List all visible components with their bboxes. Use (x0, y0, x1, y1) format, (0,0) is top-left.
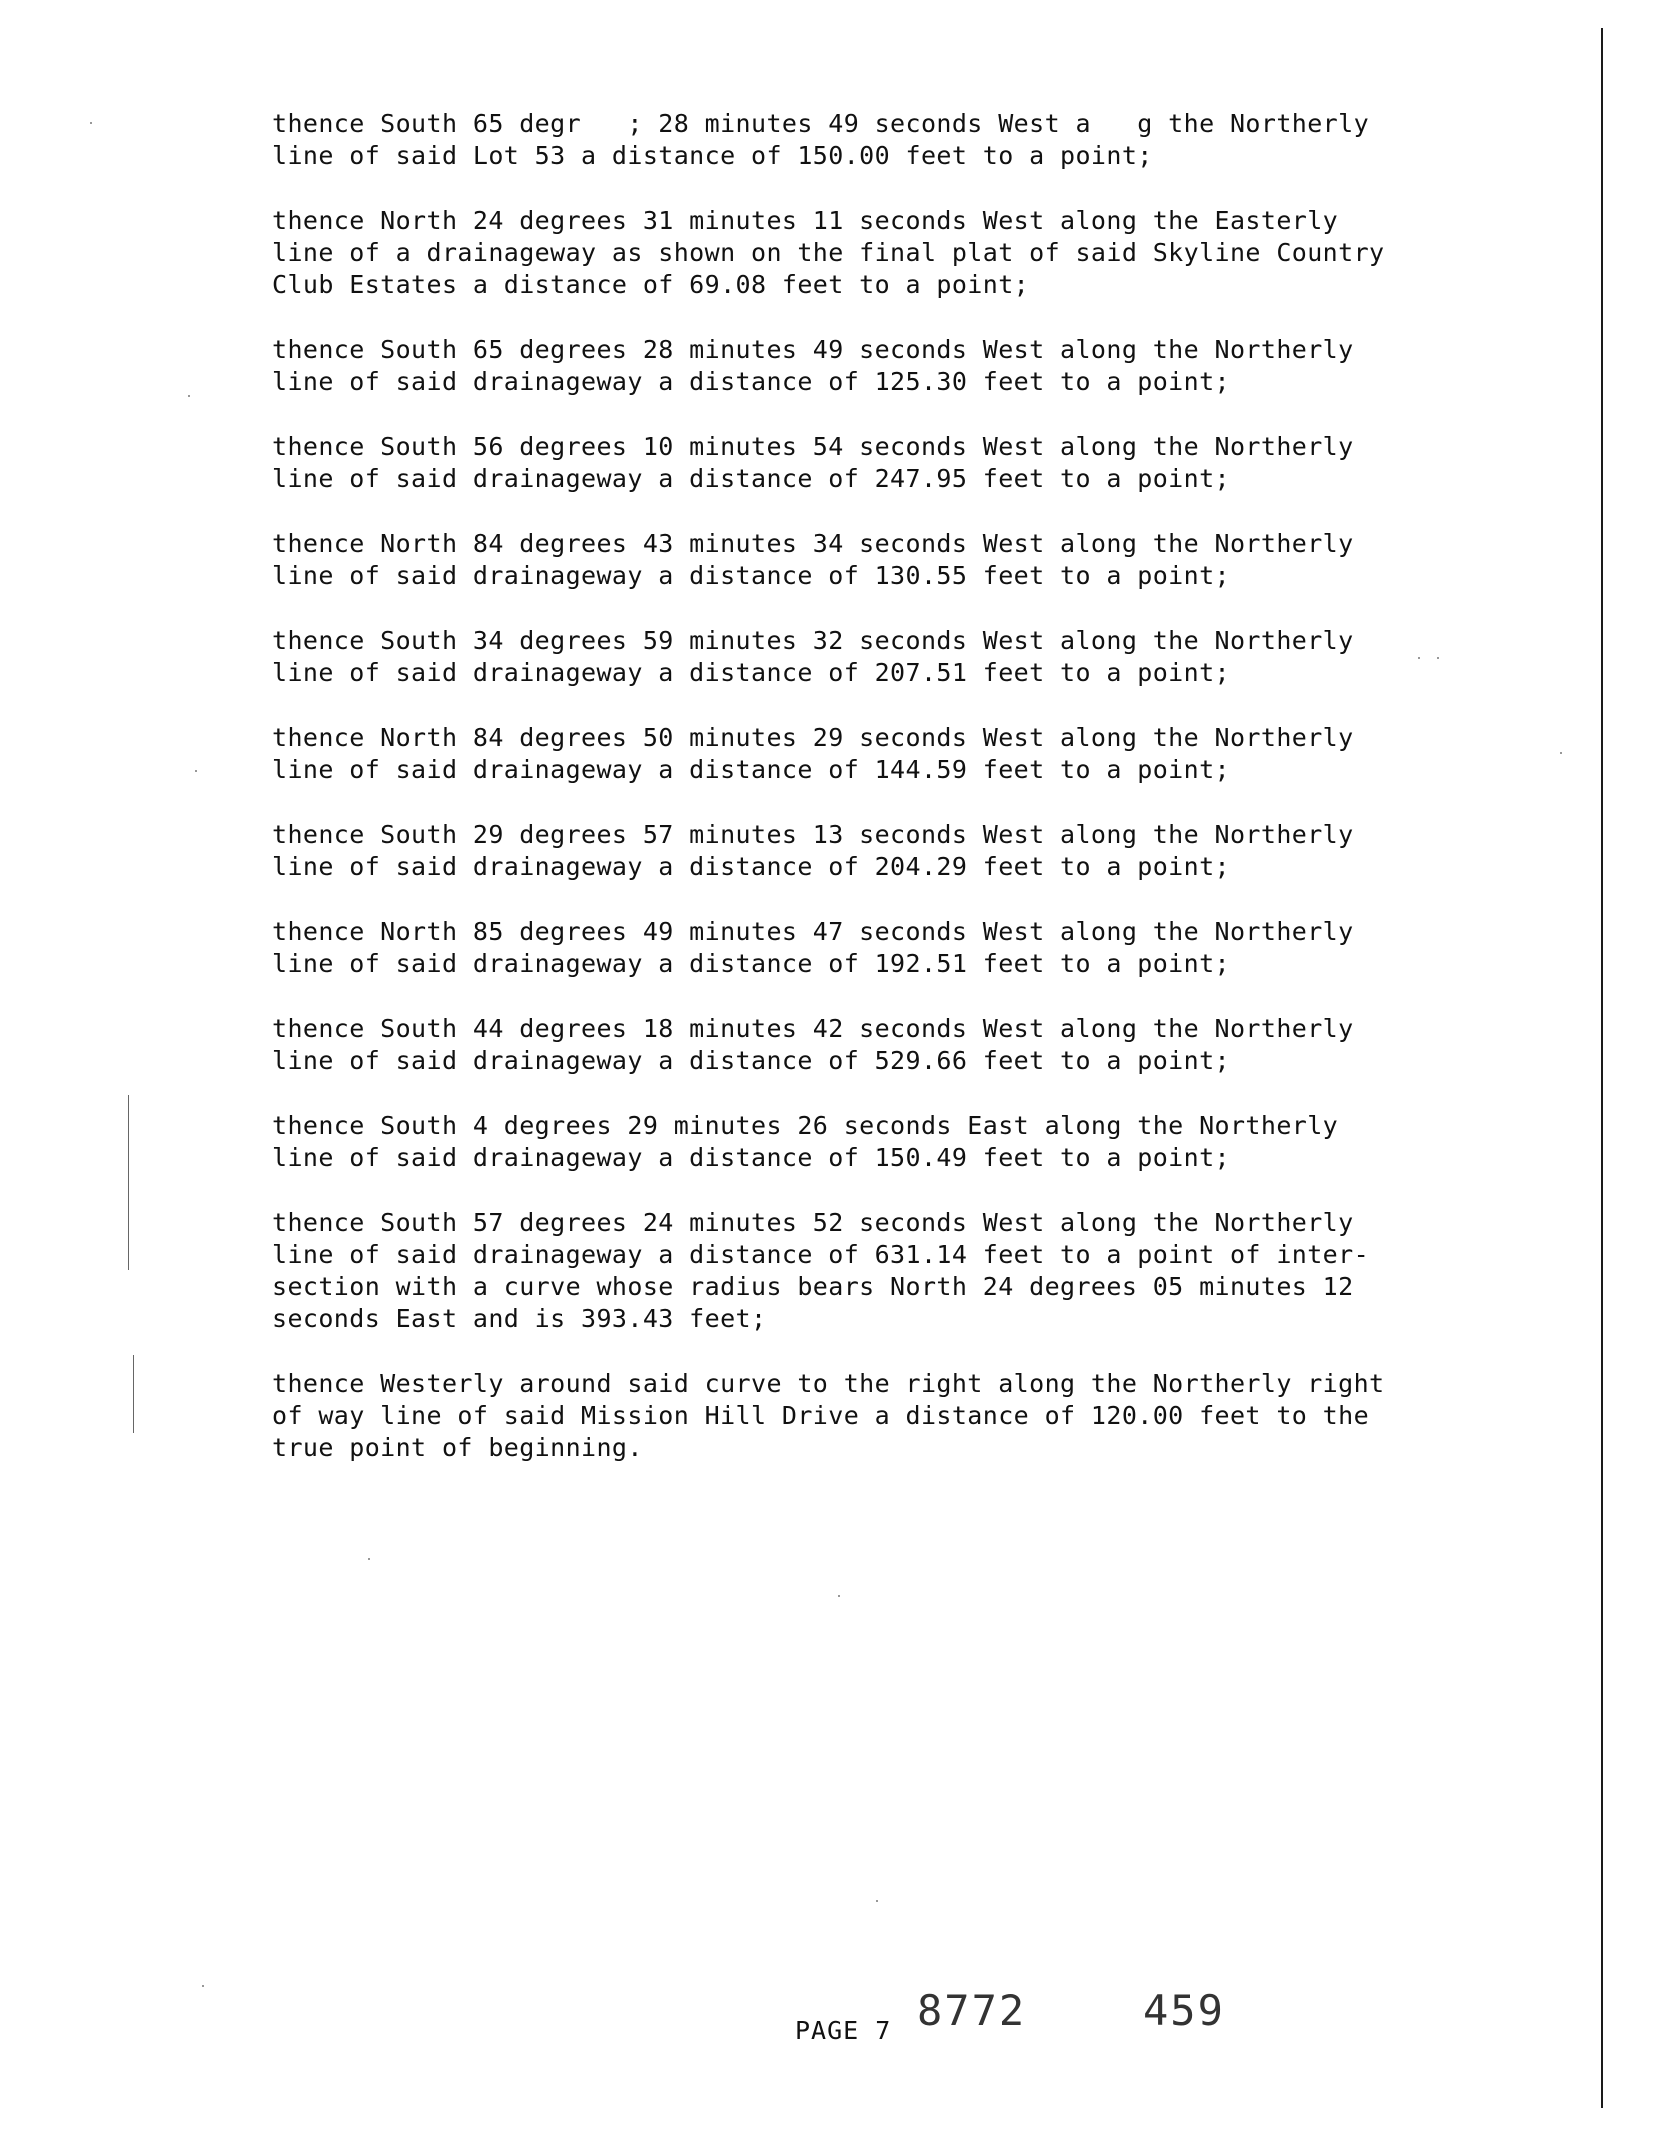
text-line: true point of beginning. (272, 1433, 643, 1462)
text-line: thence Westerly around said curve to the right along the Northerly right (272, 1369, 1385, 1398)
metes-bounds-course-12 (272, 1207, 1452, 1335)
page-edge-rule (1601, 28, 1603, 2108)
scan-speck (202, 1985, 204, 1987)
scan-speck (195, 770, 197, 772)
metes-bounds-course-3 (272, 334, 1452, 398)
text-line: thence South 44 degrees 18 minutes 42 seconds West along the Northerly (272, 1014, 1354, 1043)
page-label: PAGE 7 (795, 2016, 892, 2045)
left-margin-mark-2 (133, 1355, 134, 1433)
scan-speck (90, 122, 92, 124)
metes-bounds-course-10 (272, 1013, 1452, 1077)
scan-speck (368, 1558, 370, 1560)
text-line: line of said drainageway a distance of 125.30 feet to a point; (272, 367, 1230, 396)
text-line: seconds East and is 393.43 feet; (272, 1304, 767, 1333)
text-line: thence North 84 degrees 43 minutes 34 seconds West along the Northerly (272, 529, 1354, 558)
text-line: thence North 24 degrees 31 minutes 11 seconds West along the Easterly (272, 206, 1339, 235)
text-line: line of said drainageway a distance of 631.14 feet to a point of inter- (272, 1240, 1370, 1269)
metes-bounds-course-8 (272, 819, 1452, 883)
text-line: line of said drainageway a distance of 207.51 feet to a point; (272, 658, 1230, 687)
text-line: section with a curve whose radius bears North 24 degrees 05 minutes 12 (272, 1272, 1354, 1301)
left-margin-mark-1 (128, 1095, 129, 1270)
metes-bounds-course-7 (272, 722, 1452, 786)
text-line: Club Estates a distance of 69.08 feet to a point; (272, 270, 1030, 299)
scan-speck (838, 1595, 840, 1597)
metes-bounds-course-6 (272, 625, 1452, 689)
text-line: line of a drainageway as shown on the final plat of said Skyline Country (272, 238, 1385, 267)
metes-bounds-course-5 (272, 528, 1452, 592)
metes-bounds-course-9 (272, 916, 1452, 980)
text-line: thence South 65 degrees 28 minutes 49 seconds West along the Northerly (272, 335, 1354, 364)
metes-bounds-course-1 (272, 108, 1452, 172)
scan-speck (1560, 752, 1562, 754)
text-line: thence South 57 degrees 24 minutes 52 seconds West along the Northerly (272, 1208, 1354, 1237)
metes-bounds-course-11 (272, 1110, 1452, 1174)
text-line: thence North 85 degrees 49 minutes 47 seconds West along the Northerly (272, 917, 1354, 946)
text-line: line of said drainageway a distance of 529.66 feet to a point; (272, 1046, 1230, 1075)
metes-bounds-course-2 (272, 205, 1452, 301)
text-line: thence South 29 degrees 57 minutes 13 seconds West along the Northerly (272, 820, 1354, 849)
text-line: line of said drainageway a distance of 247.95 feet to a point; (272, 464, 1230, 493)
text-line: line of said drainageway a distance of 144.59 feet to a point; (272, 755, 1230, 784)
text-line: line of said drainageway a distance of 150.49 feet to a point; (272, 1143, 1230, 1172)
book-number-stamp: 8772 (917, 1986, 1027, 2035)
metes-bounds-course-13 (272, 1368, 1452, 1464)
text-line: line of said drainageway a distance of 130.55 feet to a point; (272, 561, 1230, 590)
text-line: thence South 56 degrees 10 minutes 54 seconds West along the Northerly (272, 432, 1354, 461)
page-number-stamp: 459 (1143, 1986, 1225, 2035)
scan-speck (188, 395, 190, 397)
text-line: thence South 65 degr ; 28 minutes 49 seconds West a g the Northerly (272, 109, 1370, 138)
text-line: of way line of said Mission Hill Drive a distance of 120.00 feet to the (272, 1401, 1370, 1430)
metes-bounds-course-4 (272, 431, 1452, 495)
text-line: thence South 4 degrees 29 minutes 26 seconds East along the Northerly (272, 1111, 1339, 1140)
scan-speck (876, 1900, 878, 1902)
text-line: line of said drainageway a distance of 192.51 feet to a point; (272, 949, 1230, 978)
text-line: thence North 84 degrees 50 minutes 29 seconds West along the Northerly (272, 723, 1354, 752)
text-line: line of said Lot 53 a distance of 150.00 feet to a point; (272, 141, 1153, 170)
text-line: thence South 34 degrees 59 minutes 32 seconds West along the Northerly (272, 626, 1354, 655)
text-line: line of said drainageway a distance of 204.29 feet to a point; (272, 852, 1230, 881)
legal-description-body (272, 108, 1452, 1497)
